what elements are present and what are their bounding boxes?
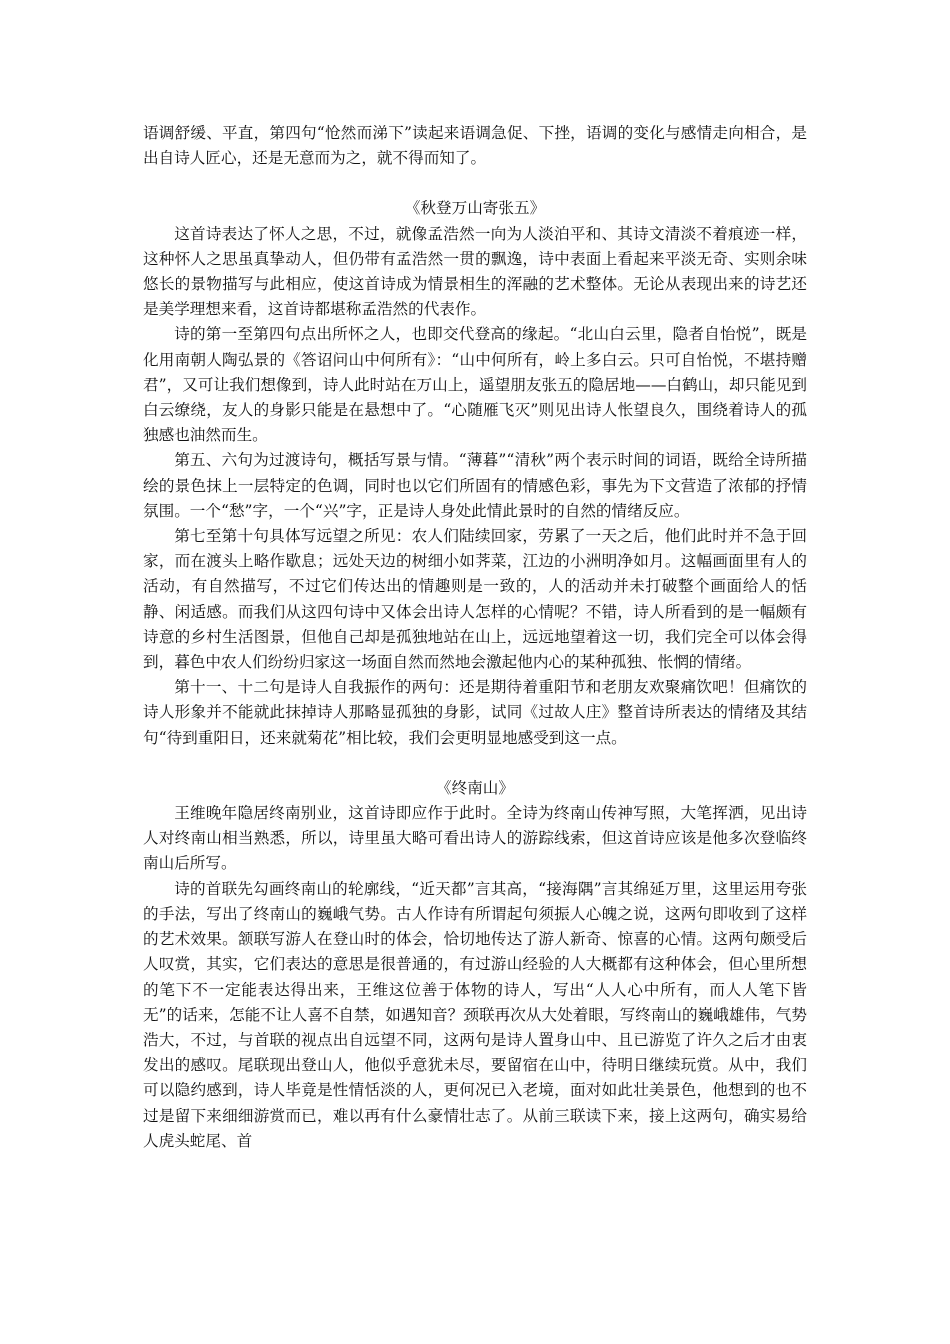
paragraph: 诗的首联先勾画终南山的轮廓线，“近天都”言其高，“接海隅”言其绵延万里，这里运用夸张的手法，写出了终南山的巍峨气势。古人作诗有所谓起句须振人心魄之说，这两句即收到了这样的艺术效果。颔联写游人在登山时的体会，恰切地传达了游人新奇、惊喜的心情。这两句颇受后人叹赏，其实，它们表达的意思是很普通的，有过游山经验的人大概都有这种体会，但心里所想的笔下不一定能表达得出来，王维这位善于体物的诗人，写出“人人心中所有，而人人笔下皆无”的话来，怎能不让人喜不自禁，如遇知音？颈联再次从大处着眼，写终南山的巍峨雄伟，气势浩大，不过，与首联的视点出自远望不同，这两句是诗人置身山中、且已游览了许久之后才由衷发出的感叹。尾联现出登山人，他似乎意犹未尽，要留宿在山中，待明日继续玩赏。从中，我们可以隐约感到，诗人毕竟是性情恬淡的人，更何况已入老境，面对如此壮美景色，他想到的也不过是留下来细细游赏而已，难以再有什么豪情壮志了。从前三联读下来，接上这两句，确实易给人虎头蛇尾、首 [143,879,807,1150]
paragraph: 第十一、十二句是诗人自我振作的两句：还是期待着重阳节和老朋友欢聚痛饮吧！但痛饮的诗人形象并不能就此抹掉诗人那略显孤独的身影，试同《过故人庄》整首诗所表达的情绪及其结句“待到重阳日，还来就菊花”相比较，我们会更明显地感受到这一点。 [143,678,807,747]
document-body [143,121,807,1154]
paragraph: 诗的第一至第四句点出所怀之人，也即交代登高的缘起。“北山白云里，隐者自怡悦”，既是化用南朝人陶弘景的《答诏问山中何所有》：“山中何所有，岭上多白云。只可自怡悦，不堪持赠君”，又可让我们想像到，诗人此时站在万山上，遥望朋友张五的隐居地——白鹤山，却只能见到白云缭绕，友人的身影只能是在悬想中了。“心随雁飞灭”则见出诗人怅望良久，围绕着诗人的孤独感也油然而生。 [143,325,807,445]
paragraph: 第五、六句为过渡诗句，概括写景与情。“薄暮”“清秋”两个表示时间的词语，既给全诗所描绘的景色抹上一层特定的色调，同时也以它们所固有的情感色彩，事先为下文营造了浓郁的抒情氛围。一个“愁”字，一个“兴”字，正是诗人身处此情此景时的自然的情绪反应。 [143,451,807,520]
paragraph-continued: 语调舒缓、平直，第四句“怆然而涕下”读起来语调急促、下挫，语调的变化与感情走向相合，是出自诗人匠心，还是无意而为之，就不得而知了。 [143,124,807,168]
paragraph: 王维晚年隐居终南别业，这首诗即应作于此时。全诗为终南山传神写照，大笔挥洒，见出诗人对终南山相当熟悉，所以，诗里虽大略可看出诗人的游踪线索，但这首诗应该是他多次登临终南山后所写。 [143,804,807,873]
paragraph: 这首诗表达了怀人之思，不过，就像孟浩然一向为人淡泊平和、其诗文清淡不着痕迹一样，这种怀人之思虽真挚动人，但仍带有孟浩然一贯的飘逸，诗中表面上看起来平淡无奇、实则余味悠长的景物描写与此相应，使这首诗成为情景相生的浑融的艺术整体。无论从表现出来的诗艺还是美学理想来看，这首诗都堪称孟浩然的代表作。 [143,224,807,319]
paragraph: 第七至第十句具体写远望之所见：农人们陆续回家，劳累了一天之后，他们此时并不急于回家，而在渡头上略作歇息；远处天边的树细小如荠菜，江边的小洲明净如月。这幅画面里有人的活动，有自然描写，不过它们传达出的情趣则是一致的，人的活动并未打破整个画面给人的恬静、闲适感。而我们从这四句诗中又体会出诗人怎样的心情呢？不错，诗人所看到的是一幅颇有诗意的乡村生活图景，但他自己却是孤独地站在山上，远远地望着这一切，我们完全可以体会得到，暮色中农人们纷纷归家这一场面自然而然地会激起他内心的某种孤独、怅惘的情绪。 [143,527,807,672]
section-title-zhong-nan-shan: 《终南山》 [436,778,514,797]
section-title-qiu-deng-wan-shan: 《秋登万山寄张五》 [404,199,546,218]
